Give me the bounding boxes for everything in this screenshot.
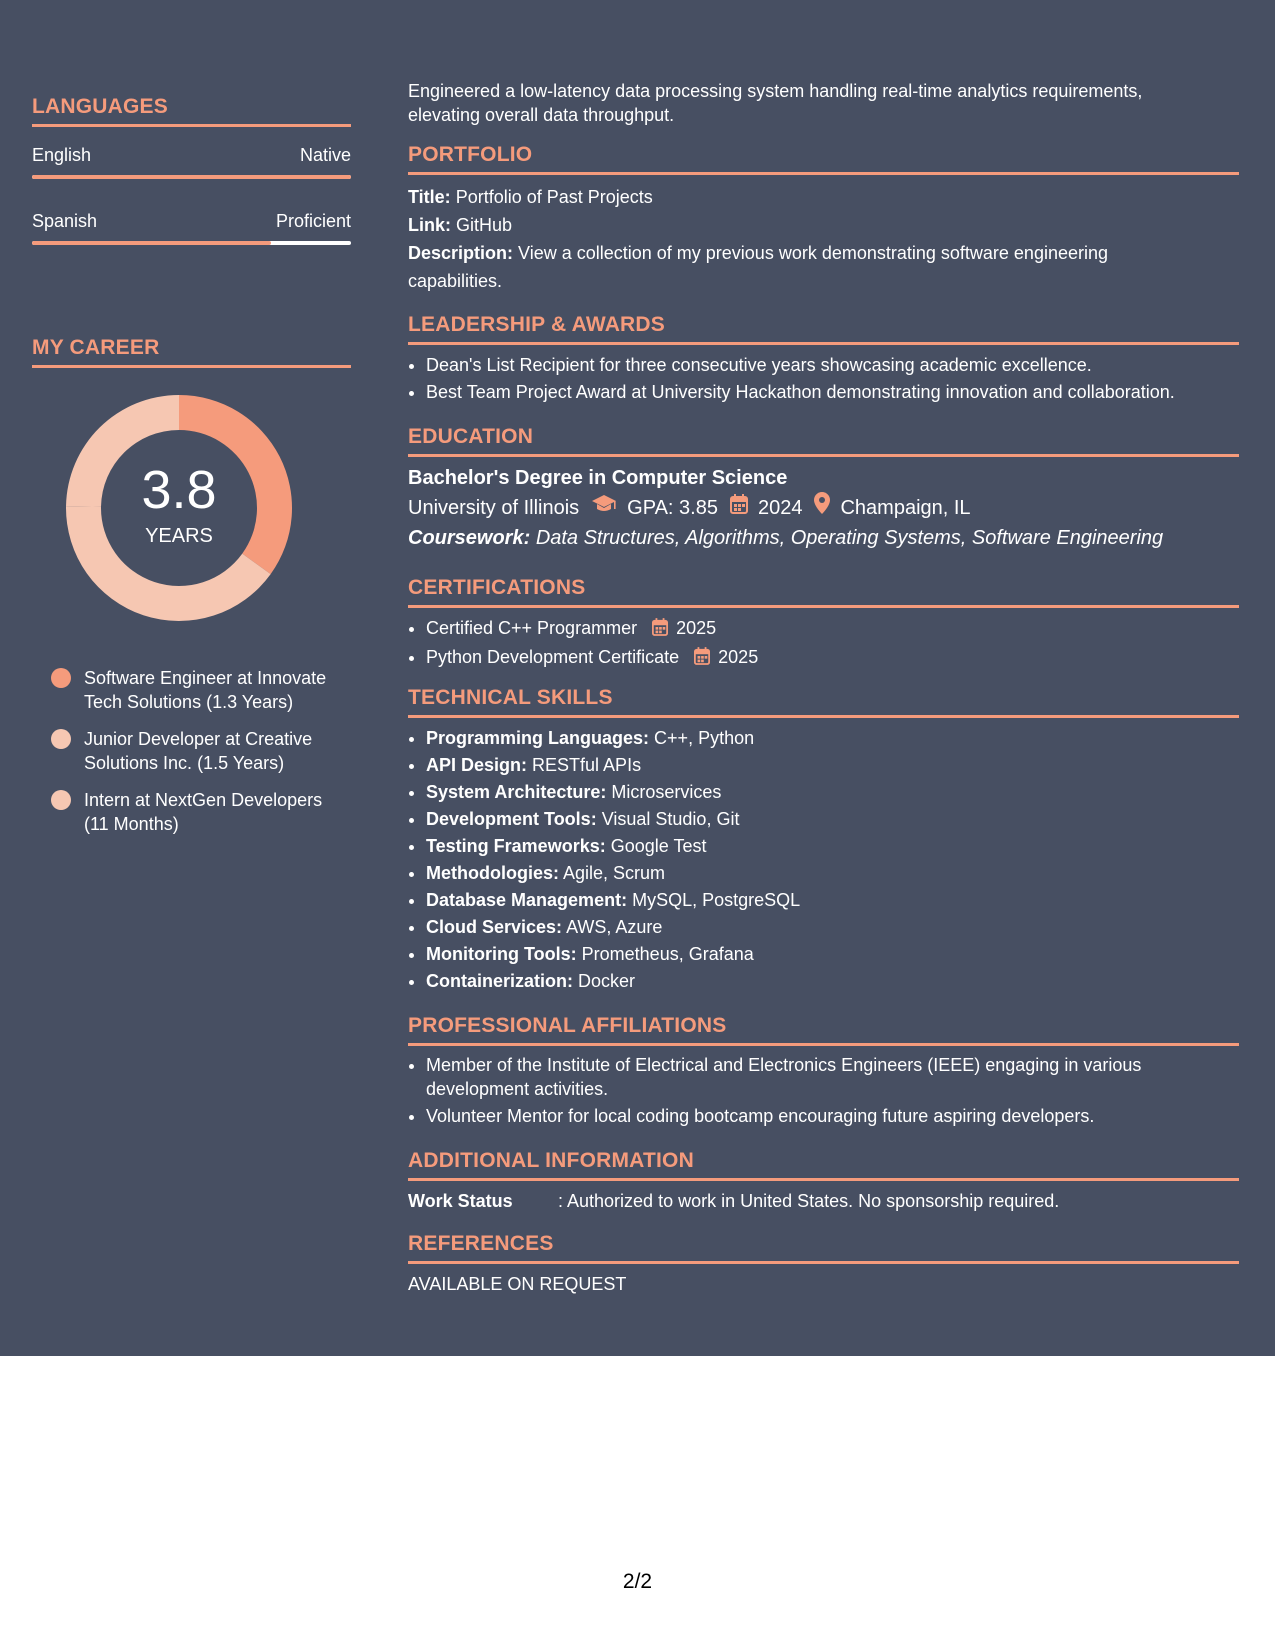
list-item — [426, 644, 1239, 673]
coursework-list: Data Structures, Algorithms, Operating Systems, Software Engineering — [535, 527, 1164, 549]
certification-name: Certified C++ Programmer — [426, 618, 638, 638]
field-value: Portfolio of Past Projects — [455, 187, 653, 207]
language-name: Spanish — [32, 211, 98, 231]
portfolio-description-row — [408, 239, 1168, 295]
career-section — [32, 336, 351, 849]
skill-label: Database Management: — [426, 890, 628, 910]
languages-section — [32, 95, 351, 245]
skill-label: Programming Languages: — [426, 728, 650, 748]
skill-value: RESTful APIs — [532, 755, 642, 775]
skill-value: Docker — [578, 971, 636, 991]
school-location: Champaign, IL — [840, 496, 971, 519]
certifications-section — [408, 576, 1239, 673]
references-section — [408, 1232, 1239, 1296]
leadership-list — [408, 352, 1239, 406]
field-label: Title: — [408, 187, 451, 207]
portfolio-link-row — [408, 211, 1239, 239]
work-status-value: : Authorized to work in United States. No sponsorship required. — [558, 1191, 1060, 1211]
language-proficiency-fill — [32, 241, 271, 245]
career-legend — [32, 666, 341, 836]
skill-value: Agile, Scrum — [563, 863, 666, 883]
legend-dot — [51, 729, 71, 749]
skill-item — [426, 860, 1239, 887]
leadership-title: LEADERSHIP & AWARDS — [408, 313, 1239, 345]
gpa: GPA: 3.85 — [627, 496, 718, 519]
portfolio-section — [408, 143, 1239, 295]
skill-item — [426, 887, 1239, 914]
references-value: AVAILABLE ON REQUEST — [408, 1274, 627, 1294]
work-status-row — [408, 1189, 1239, 1213]
additional-section — [408, 1149, 1239, 1213]
skill-value: C++, Python — [654, 728, 755, 748]
legend-dot — [51, 668, 71, 688]
skills-section — [408, 686, 1239, 995]
language-proficiency-bar — [32, 241, 351, 245]
skill-value: Prometheus, Grafana — [581, 944, 754, 964]
affiliations-section — [408, 1014, 1239, 1128]
skill-item — [426, 779, 1239, 806]
leadership-section — [408, 313, 1239, 406]
graduation-year: 2024 — [757, 496, 803, 519]
education-meta — [408, 492, 1239, 523]
language-proficiency-fill — [32, 175, 351, 179]
skill-item — [426, 968, 1239, 995]
legend-item — [51, 727, 341, 775]
language-level: Native — [299, 145, 351, 165]
references-title: REFERENCES — [408, 1232, 1239, 1264]
skill-label: Testing Frameworks: — [426, 836, 606, 856]
language-item — [32, 145, 351, 179]
career-total: 3.8 — [141, 460, 217, 520]
portfolio-title-row — [408, 183, 1239, 211]
skill-item — [426, 833, 1239, 860]
calendar-icon — [652, 617, 668, 644]
coursework — [408, 523, 1239, 553]
skills-list — [408, 725, 1239, 995]
graduation-cap-icon — [591, 493, 617, 523]
certification-name: Python Development Certificate — [426, 647, 680, 667]
certification-year: 2025 — [718, 647, 759, 667]
portfolio-link[interactable]: GitHub — [456, 215, 513, 235]
skill-label: System Architecture: — [426, 782, 607, 802]
skill-label: Monitoring Tools: — [426, 944, 577, 964]
certification-year: 2025 — [676, 618, 717, 638]
degree-title: Bachelor's Degree in Computer Science — [408, 467, 788, 489]
field-value: View a collection of my previous work demonstrating software engineering capabilities. — [408, 243, 1108, 291]
list-item: • Member of the Institute of Electrical and Electronics Engineers (IEEE) engaging in various development activities. — [426, 1053, 1239, 1101]
skill-item — [426, 806, 1239, 833]
skill-value: Microservices — [611, 782, 722, 802]
map-pin-icon — [814, 492, 830, 523]
skill-value: AWS, Azure — [566, 917, 663, 937]
list-item: • Best Team Project Award at University Hackathon demonstrating innovation and collaboration. — [426, 379, 1239, 406]
language-proficiency-bar — [32, 175, 351, 179]
skill-label: API Design: — [426, 755, 528, 775]
affiliations-list — [408, 1053, 1239, 1128]
language-name: English — [32, 145, 92, 165]
legend-item — [51, 666, 341, 714]
page-number: 2/2 — [622, 1570, 653, 1593]
skill-value: Google Test — [610, 836, 707, 856]
affiliations-title: PROFESSIONAL AFFILIATIONS — [408, 1014, 1239, 1046]
list-item — [426, 615, 1239, 644]
skill-value: MySQL, PostgreSQL — [632, 890, 801, 910]
legend-label: Software Engineer at Innovate Tech Solutions (1.3 Years) — [84, 668, 327, 712]
career-donut-chart — [32, 388, 351, 628]
donut-slice — [66, 506, 271, 621]
work-status-label: Work Status — [408, 1191, 513, 1211]
school-name: University of Illinois — [408, 496, 580, 519]
list-item: • Dean's List Recipient for three consecutive years showcasing academic excellence. — [426, 352, 1239, 379]
skills-title: TECHNICAL SKILLS — [408, 686, 1239, 718]
calendar-icon — [694, 646, 710, 673]
skill-label: Cloud Services: — [426, 917, 563, 937]
career-title: MY CAREER — [32, 336, 351, 368]
languages-title: LANGUAGES — [32, 95, 351, 127]
skill-item — [426, 914, 1239, 941]
legend-dot — [51, 790, 71, 810]
skill-item — [426, 941, 1239, 968]
legend-label: Intern at NextGen Developers (11 Months) — [84, 790, 323, 834]
intro-text: Engineered a low-latency data processing system handling real-time analytics requirements, elevating overall data throughput. — [408, 81, 1143, 125]
certifications-title: CERTIFICATIONS — [408, 576, 1239, 608]
certifications-list — [408, 615, 1239, 673]
list-item: • Volunteer Mentor for local coding bootcamp encouraging future aspiring developers. — [426, 1104, 1239, 1128]
additional-title: ADDITIONAL INFORMATION — [408, 1149, 1239, 1181]
skill-value: Visual Studio, Git — [601, 809, 740, 829]
skill-label: Containerization: — [426, 971, 573, 991]
skill-item — [426, 752, 1239, 779]
language-level: Proficient — [275, 211, 351, 231]
career-unit: YEARS — [145, 525, 213, 547]
education-section — [408, 425, 1239, 553]
coursework-label: Coursework: — [408, 527, 531, 549]
skill-label: Development Tools: — [426, 809, 597, 829]
field-label: Description: — [408, 243, 514, 263]
skill-item — [426, 725, 1239, 752]
legend-item — [51, 788, 341, 836]
calendar-icon — [730, 493, 748, 523]
legend-label: Junior Developer at Creative Solutions Inc. (1.5 Years) — [84, 729, 313, 773]
language-item — [32, 211, 351, 245]
field-label: Link: — [408, 215, 451, 235]
skill-label: Methodologies: — [426, 863, 559, 883]
portfolio-title: PORTFOLIO — [408, 143, 1239, 175]
education-title: EDUCATION — [408, 425, 1239, 457]
